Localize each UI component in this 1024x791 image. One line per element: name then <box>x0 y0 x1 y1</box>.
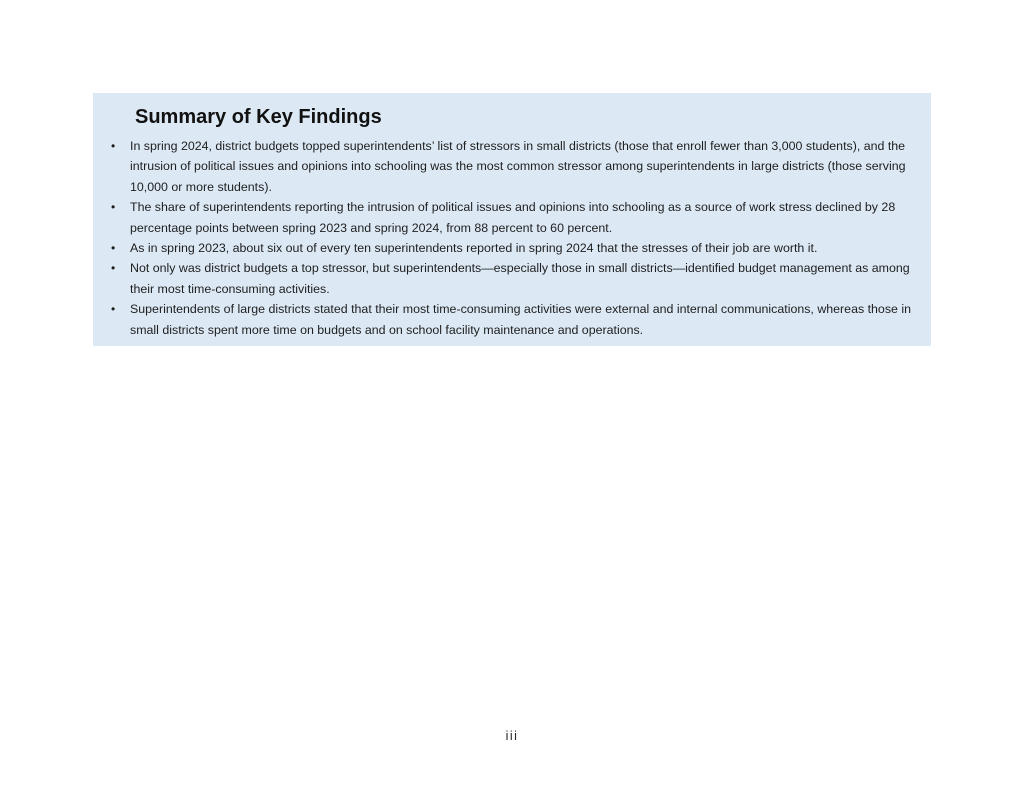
bullet-icon: • <box>111 200 116 215</box>
findings-list <box>109 136 915 340</box>
finding-item <box>109 238 915 258</box>
bullet-icon: • <box>111 302 116 317</box>
finding-text: As in spring 2023, about six out of every ten superintendents reported in spring 2024 that the stresses of their job are worth it. <box>130 241 818 256</box>
finding-text: Superintendents of large districts stated that their most time-consuming activities were external and internal communications, whereas those in small districts spent more time on budgets and on school facility maintenance and operations. <box>130 302 911 337</box>
bullet-icon: • <box>111 261 116 276</box>
finding-item <box>109 136 915 197</box>
bullet-icon: • <box>111 139 116 153</box>
section-title: Summary of Key Findings <box>135 106 382 128</box>
key-findings-box <box>93 93 931 346</box>
finding-text: In spring 2024, district budgets topped superintendents’ list of stressors in small districts (those that enroll fewer than 3,000 students), and the intrusion of political issues and opinions into schooling was the most common stressor among superintendents in large districts (those serving 10,000 or more students). <box>130 139 906 194</box>
page-number: iii <box>505 729 519 743</box>
finding-text: The share of superintendents reporting the intrusion of political issues and opinions into schooling as a source of work stress declined by 28 percentage points between spring 2023 and spring 2024, from 88 percent to 60 percent. <box>130 200 896 235</box>
finding-item <box>109 258 915 299</box>
finding-item <box>109 197 915 238</box>
finding-text: Not only was district budgets a top stressor, but superintendents—especially those in small districts—identified budget management as among their most time-consuming activities. <box>130 261 910 296</box>
finding-item <box>109 299 915 340</box>
bullet-icon: • <box>111 241 116 256</box>
